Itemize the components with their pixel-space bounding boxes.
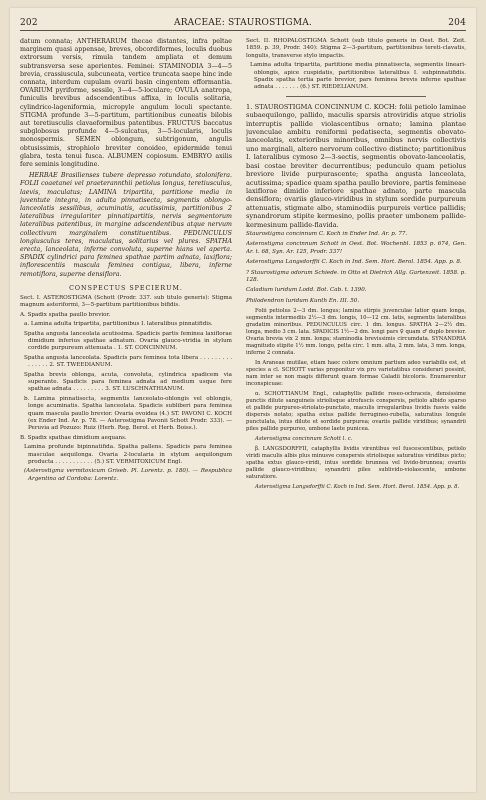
variety-schottianum-synonym: Asterostigma concinnum Schott l. c. (255, 436, 353, 443)
page-number-left: 202 (20, 18, 38, 28)
synonym-1: Staurostigma concinnum C. Koch in Ender Ind. Ar. p. 77. (246, 230, 408, 237)
synonym-4: ? Staurostigma odorum Schiede. in Otto et Dietrich Allg. Gartenzeit. 1858. p. 128. (246, 269, 466, 283)
header-rule (20, 30, 466, 31)
species-concinnum-description: 1. STAUROSTIGMA CONCINNUM C. KOCH: folii petiolo laminae subaequilongo, pallido, maculis sparsis atroviridis atque striolis interruptis pallide violascentibus ornato; lamina plantae juvenculae ambitu reniformi pedatisecta, segmentis obovato-lanceolatis, exterioribus minoribus, omnibus nervis collectivis uno marginali, altero nervorum collectivo distincto; partitionibus I. lateralibus cymoso 2—3-sectis, segmentis obovato-lanceolatis, basi costae breviter decurrentibus; pedunculo quam petiolus breviore livide purpurascente; spatha angusta lanceolata, acutissima; spadice quam spatha paullo breviore, partis femineae laxiflorae dimidio inferiore spathae adnato, parte mascula densiflora; ovariis glauco-viridibus in stylum sordide purpureum attenuatis, stigmate albo, staminodiis purpureis vertice pallidis; synandrorum stipite kermesino, pollis praeter umbonem pallide-kermesinum pallide-flavida. (246, 102, 466, 229)
page-number-right: 204 (448, 18, 466, 28)
section-two-description: Sect. II. RHOPALOSTIGMA Schott (sub titulo generis in Oest. Bot. Zeit. 1859. p. 39, Prodr. 340): Stigma 2—3-partitum, partitionibus tereti-clavatis, longulis, transverse stylo impactis. (246, 38, 466, 59)
section-divider (286, 96, 426, 97)
right-column (246, 38, 466, 782)
key-item-vermitoxicum-synonym: (Asterostigma vermitoxicum Griseb. Pl. Lorentz. p. 180). — Respublica Argentina ad Cordoba: Lorentz. (24, 468, 232, 482)
synonym-3: Asterostigma Langsdorffii C. Koch in Ind. Sem. Hort. Berol. 1854. App. p. 8. (246, 259, 462, 266)
genus-description: datum connata; ANTHERARUM thecae distantes, infra peltae marginem quasi appensae, breves, obcordiformes, loculis duobus extrorsum versis, rimula tandem ampliata et demum subtransversa sese aperientes. Feminei: STAMINODIA 3—4—5 brevia, crassiuscula, subcuneata, vertice truncata saepe hinc inde connata, interdum cupulam ovarii basin cingentem efformantia. OVARIUM pyriforme, sessile, 3—4—5-loculare; OVULA anatropa, funiculis brevibus adscendentibus affixa, in loculis solitaria, cylindrico-lageniformia, micropyle angulum loculi spectante. STIGMA profunde 3—5-partitum, partitionibus cuneatis bilobis aut teretiusculis clavaeformibus patentibus. FRUCTUS baccatus subglobosus profunde 4—5-sulcatus, 3—5-locularis, loculis monospermis. SEMEN oblongum, subtrigonum, angulis obtusissimis, strophiolo breviter conoideo, epidermide tenui glabra, testa tenui fusca. ALBUMEN copiosum. EMBRYO axilis fere seminis longitudine. (20, 38, 232, 169)
synonym-2: Asterostigma concinnum Schott in Oest. Bot. Wochenbl. 1853 p. 674, Gen. Ar. t. 68, Syn. Ar. 125, Prodr. 337! (246, 241, 466, 255)
key-item-luschnathianum: Spatha brevis oblonga, acuta, convoluta, cylindrica spadicem via superante. Spadicis para feminea adnata ad medium usque fere spathae adnata . . . . . . . . . 3. ST. LUSCHNATHIANUM. (24, 371, 232, 393)
variability-note: In Araneae mutilae, etiam haec colore omnium partium adeo variabilis est, et species a cl. SCHOTT varias proponitur vix pro varietatibus considerari possint, nam inter se non magis differunt quam formae Caladii bicoloris. Enumerentur inconspicuae: (246, 360, 466, 388)
key-item-vermitoxicum: Lamina profunde bipinnatifida. Spatha pallens. Spadicis para feminea masculae aequilonga. Ovaria 2-locularia in stylum aequilongum producta . . . . . . . . . . . (5.) ST. VERMITOXICUM Engl. (24, 444, 232, 466)
species-measurements: Folii petiolus 2—3 dm. longus; lamina stirpis juvenculae latior quam longa, segmentis intermediis 2½—3 dm. longis, 10—12 cm. latis, segmentis lateralibus gradatim minoribus. PEDUNCULUS circ. 1 dm. longus. SPATHA 2—2½ dm. longa, medio 3 cm. lata. SPADICIS 1½—2 dm. longi pars ♀ quam ♂ duplo brevior. Ovaria brevia vix 2 mm. longa; staminodia brevissimis circumdata. SYNANDRIA magnitudo stipite 1½ mm. longo, pelta circ. 1 mm. alta, 2 mm. lata, 3 mm. longa, inferne 2 connata. (246, 308, 466, 357)
key-item-a-a: a. Lamina adulta tripartita, partitionibus I. lateralibus pinnatifidis. (24, 321, 213, 328)
habit-description: HERBAE Brasilienses tubere depresso rotundato, stolonifera. FOLII coaetanei vel praeterannthii petiolus longus, teretiusculus, laevis, maculatus; LAMINA tripartita, partitione media in juventute integra, in adulta pinnatisecta, segmentis oblongo-lanceolatis sessilibus, acuminatis, acutissimis, partitionibus 2 lateralibus irregulariter pinnatipartitis, nervis segmentorum lateralibus patentibus, in margine adscendentibus atque nervum collectivum marginalem constituentibus. PEDUNCULUS longiusculus teres, maculatus, solitarius vel plures. SPATHA erecta, lanceolata, inferne convoluta, superne hians vel aperta. SPADIX cylindrici para feminea spathae partim adnata, laxiflora; inflorescentiis mascula feminea contigua, libera, inferne remotiflora, superne densiflora. (20, 172, 232, 278)
key-item-concinnum: Spatha angusta lanceolata acutissima. Spadicis partis feminea laxiflorae dimidium inferius spathae adnatum. Ovaria glauco-viridia in stylum cordide purpureum attenuata . 1. ST. CONCINNUM. (24, 330, 232, 352)
synonym-6: Philodendron luridum Kunth En. III. 50. (246, 297, 360, 304)
variety-langsdorffii: β. LANGSDORFFII, cataphyllis lividis virentibus vel fuscescentibus, petiolo viridi maculis albis plus minusve conspersis striolisque saturatius viridibus picto; spatha extus glauco-viridi, intus sordide brunnea vel livido-brunnea; ovariis pallide glauco-viridibus; synandrii piles sublivido-violascente, umbone saturatiore. (246, 446, 466, 481)
key-item-pavoni: b. Lamina pinnatisecta, segmentis lanceolato-oblongis vel oblongis, longe acuminatis. Spatha lanceolata. Spadicis subliberi para feminea quam mascula paullo brevior. Ovaria ovoidea (4.) ST. PAVONI C. KOCH (ex Ender Ind. Ar. p. 78. — Asterostigma Pavonii Schott Prodr. 333). — Peruvia ad Pozuzo: Ruiz (Herb. Reg. Berol. et Herb. Boiss.). (24, 395, 232, 432)
running-title: ARACEAE: STAUROSTIGMA. (174, 18, 312, 28)
variety-langsdorffii-synonym: Asterostigma Langsdorffii C. Koch in Ind. Sem. Hort. Berol. 1854. App. p. 8. (255, 484, 460, 491)
key-item-tweedianum: Spatha angusta lanceolata. Spadicis pars feminea tota libera . . . . . . . . . . . . . . . 2. ST. TWEEDIANUM. (24, 354, 232, 369)
left-column (20, 38, 232, 782)
conspectus-heading: CONSPECTUS SPECIERUM. (69, 284, 183, 292)
section-one-description: Sect. I. ASTEROSTIGMA (Schott (Prodr. 337. sub titulo generis): Stigma magnum asteriformi, 3—5-partitum partitionibus bifidis. (20, 294, 232, 309)
book-page (10, 8, 476, 792)
key-item-riedelianum: Lamina adulta tripartita, partitione media pinnatisecta, segmentis lineari-oblongis, apice cuspidatis, partitionibus lateralibus I. subpinnatifidis. Spadix spatha tertia parte brevior, pars feminea brevis inferne spathae adnata . . . . . . . (6.) ST. RIEDELIANUM. (250, 62, 466, 91)
synonym-5: Caladium luridum Lodd. Bot. Cab. t. 1390. (246, 287, 367, 294)
variety-schottianum: α. SCHOTTIANUM Engl., cataphyllis pallide roseo-ochraceis, densissime punctis dilute sanguineis striolisque atrofuscis conspersis, petiolo albido sparso et pallide purpureo-striolato-punctato, maculis irregularibus lividis fusvis valde dispersis notato; spatha extus pallide ferrugineo-rubella, saturatius longule punctulata, intus dilute et sordide purpurea; ovariis pallide viridibus; synandrii piles pallide purpureo, umbone laete punicea. (246, 391, 466, 433)
running-header (20, 16, 466, 30)
key-item-a: A. Spadix spatha paullo brevior. (20, 311, 111, 318)
key-item-b: B. Spadix spathae dimidium aequans. (20, 434, 127, 441)
